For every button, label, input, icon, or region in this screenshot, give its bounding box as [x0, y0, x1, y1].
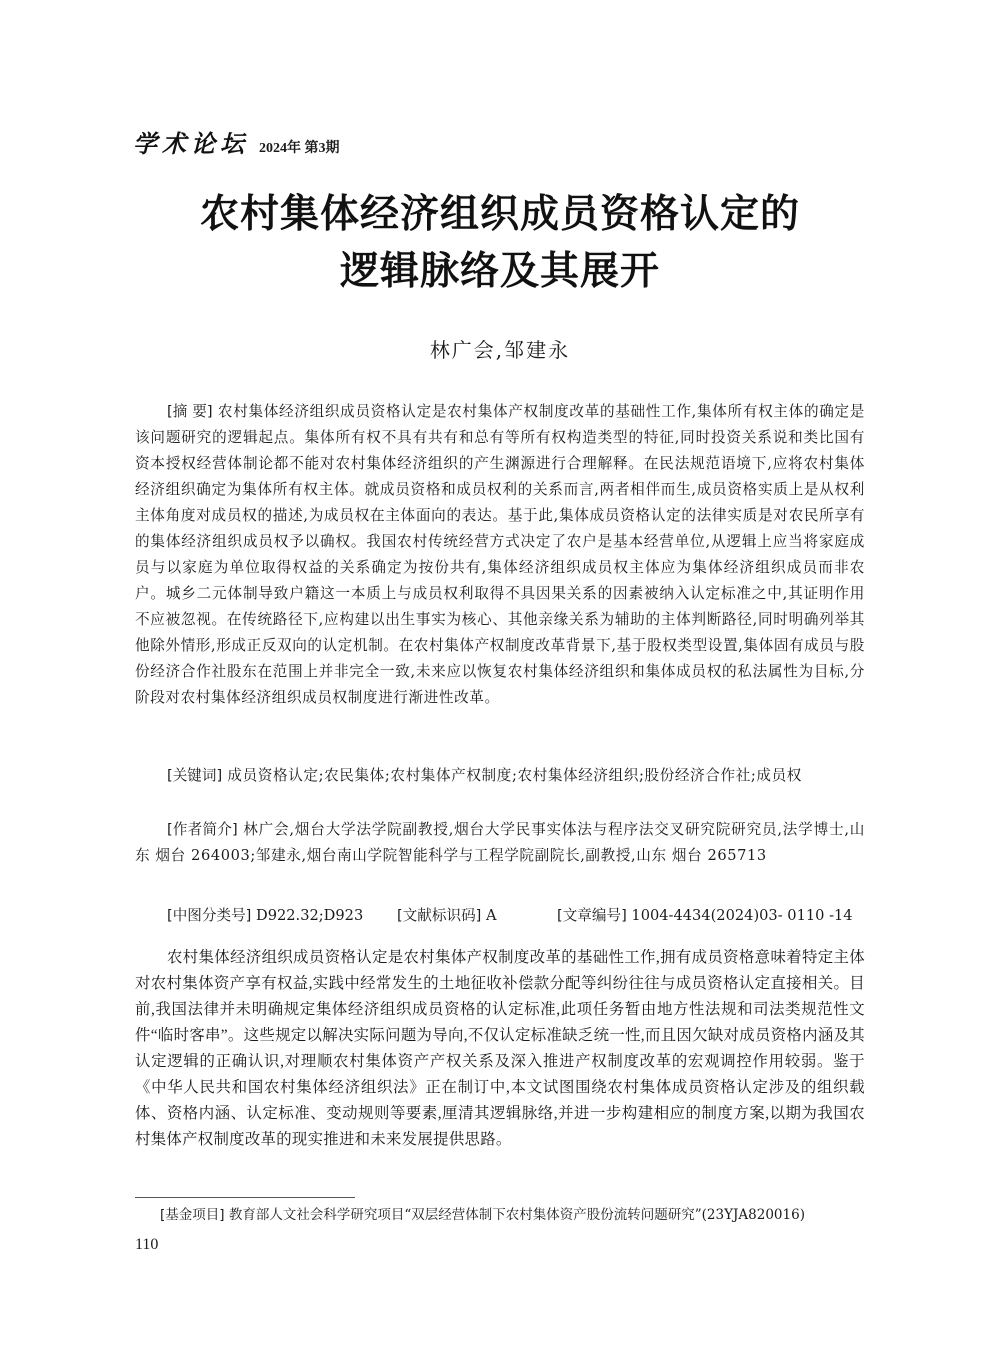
- classification-line: [167, 903, 867, 929]
- footnote-label: [基金项目]: [160, 1207, 225, 1223]
- article-title-line-2: 逻辑脉络及其展开: [339, 249, 660, 294]
- journal-issue: 2024年 第3期: [259, 141, 340, 156]
- footnote-divider: [135, 1197, 355, 1198]
- abstract-text: 农村集体经济组织成员资格认定是农村集体产权制度改革的基础性工作,集体所有权主体的确定是该问题研究的逻辑起点。集体所有权不具有共有和总有等所有权构造类型的特征,同时投资关系说和类比国有资本授权经营体制论都不能对农村集体经济组织的产生渊源进行合理解释。在民法规范语境下,应将农村集体经济组织确定为集体所有权主体。就成员资格和成员权利的关系而言,两者相伴而生,成员资格实质上是从权利主体角度对成员权的描述,为成员权在主体面向的表达。基于此,集体成员资格认定的法律实质是对农民所享有的集体经济组织成员权予以确权。我国农村传统经营方式决定了农户是基本经营单位,从逻辑上应当将家庭成员与以家庭为单位取得权益的关系确定为按份共有,集体经济组织成员权主体应为集体经济组织成员而非农户。城乡二元体制导致户籍这一本质上与成员权利取得不具因果关系的因素被纳入认定标准之中,其证明作用不应被忽视。在传统路径下,应构建以出生事实为核心、其他亲缘关系为辅助的主体判断路径,同时明确列举其他除外情形,形成正反双向的认定机制。在农村集体产权制度改革背景下,基于股权类型设置,集体固有成员与股份经济合作社股东在范围上并非完全一致,未来应以恢复农村集体经济组织和集体成员权的私法属性为目标,分阶段对农村集体经济组织成员权制度进行渐进性改革。: [135, 403, 865, 706]
- footnote: [160, 1204, 880, 1226]
- authors: 林广会,邹建永: [429, 338, 571, 362]
- keywords-text: 成员资格认定;农民集体;农村集体产权制度;农村集体经济组织;股份经济合作社;成员权: [227, 767, 802, 784]
- doc-value: A: [486, 907, 497, 924]
- author-bio-text: 林广会,烟台大学法学院副教授,烟台大学民事实体法与程序法交叉研究院研究员,法学博士,山东 烟台 264003;邹建永,烟台南山学院智能科学与工程学院副院长,副教授,山东 烟台 265713: [135, 821, 865, 864]
- clc-label: [中图分类号]: [167, 907, 252, 924]
- journal-logo: 学术论坛: [133, 129, 249, 158]
- article-title-line-1: 农村集体经济组织成员资格认定的: [199, 192, 800, 237]
- abstract: [135, 399, 865, 711]
- abstract-label: [摘 要]: [167, 403, 213, 420]
- article-number: [557, 903, 853, 929]
- footnote-text: 教育部人文社会科学研究项目“双层经营体制下农村集体资产股份流转问题研究”(23YJA820016): [228, 1207, 805, 1223]
- author-bio: [135, 817, 865, 869]
- journal-header: [133, 124, 340, 158]
- page-number: 110: [135, 1236, 159, 1253]
- doc-label: [文献标识码]: [397, 907, 482, 924]
- keywords-label: [关键词]: [167, 767, 223, 784]
- author-bio-label: [作者简介]: [167, 821, 238, 838]
- doc-code: [397, 903, 497, 929]
- article-number-value: 1004-4434(2024)03- 0110 -14: [631, 907, 853, 924]
- body-paragraph: 农村集体经济组织成员资格认定是农村集体产权制度改革的基础性工作,拥有成员资格意味着特定主体对农村集体资产享有权益,实践中经常发生的土地征收补偿款分配等纠纷往往与成员资格认定直接相关。目前,我国法律并未明确规定集体经济组织成员资格的认定标准,此项任务暂由地方性法规和司法类规范性文件“临时客串”。这些规定以解决实际问题为导向,不仅认定标准缺乏统一性,而且因欠缺对成员资格内涵及其认定逻辑的正确认识,对理顺农村集体资产产权关系及深入推进产权制度改革的宏观调控作用较弱。鉴于《中华人民共和国农村集体经济组织法》正在制订中,本文试图围绕农村集体成员资格认定涉及的组织载体、资格内涵、认定标准、变动规则等要素,厘清其逻辑脉络,并进一步构建相应的制度方案,以期为我国农村集体产权制度改革的现实推进和未来发展提供思路。: [135, 949, 865, 1148]
- keywords: [135, 763, 865, 789]
- article-number-label: [文章编号]: [557, 907, 627, 924]
- clc-code: [167, 903, 363, 929]
- clc-value: D922.32;D923: [256, 907, 364, 924]
